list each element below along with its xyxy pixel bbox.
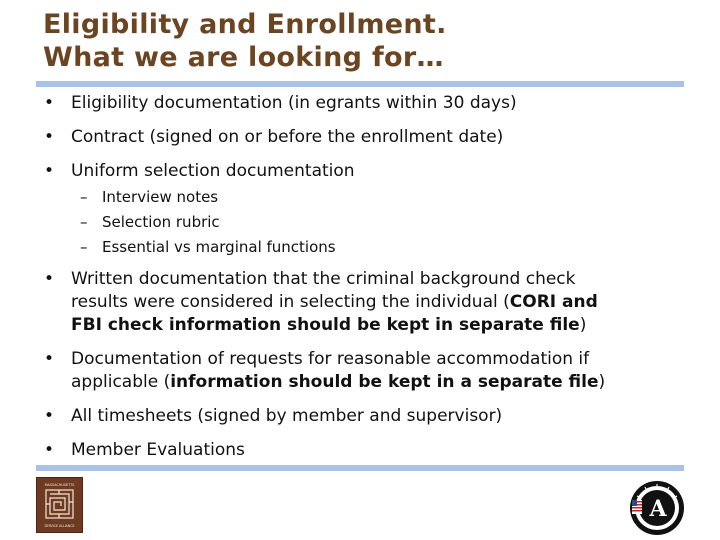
sub-bullet-text: Essential vs marginal functions <box>102 238 336 256</box>
bullet-text: Contract (signed on or before the enrollment date) <box>71 127 504 147</box>
bullet-text: Uniform selection documentation <box>71 161 355 181</box>
americorps-logo-icon <box>629 480 685 536</box>
bullet-background-check <box>44 268 684 337</box>
bullet-text-plain: applicable ( <box>71 372 171 392</box>
bullet-text-line-2 <box>71 291 684 314</box>
bullet-text-plain: ) <box>579 315 587 335</box>
logo-letter: A <box>649 496 667 522</box>
bullet-text-line-3 <box>71 314 684 337</box>
bullet-marker: • <box>44 440 55 460</box>
bullet-text-plain: ) <box>598 372 606 392</box>
sub-bullet-marker: – <box>80 213 88 231</box>
bullet-text: Member Evaluations <box>71 440 245 460</box>
bullet-text: All timesheets (signed by member and supervisor) <box>71 406 503 426</box>
sub-bullet-marker: – <box>80 188 88 206</box>
bullet-contract <box>44 126 684 149</box>
bullet-member-evaluations <box>44 439 684 462</box>
bullet-timesheets <box>44 405 684 428</box>
bullet-marker: • <box>44 406 55 426</box>
bullet-text-line-1: Documentation of requests for reasonable accommodation if <box>71 349 590 369</box>
sub-bullet-essential-functions <box>44 237 684 257</box>
bullet-text-line-2 <box>71 371 684 394</box>
title-line-1: Eligibility and Enrollment. <box>43 9 447 40</box>
bullet-text-bold: CORI and <box>509 292 598 312</box>
logo-top-text: MASSACHUSETTS <box>44 483 75 487</box>
bullet-marker: • <box>44 127 55 147</box>
bullet-uniform-selection <box>44 160 684 183</box>
bullet-list <box>44 92 684 462</box>
title-divider <box>36 81 684 87</box>
maze-logo-icon <box>36 477 83 533</box>
bullet-text-bold: FBI check information should be kept in separate file <box>71 315 580 335</box>
bullet-marker: • <box>44 269 55 289</box>
bullet-marker: • <box>44 349 55 369</box>
bullet-eligibility <box>44 92 684 115</box>
sub-bullet-interview-notes <box>44 187 684 207</box>
sub-bullet-text: Selection rubric <box>102 213 220 231</box>
sub-bullet-marker: – <box>80 238 88 256</box>
footer-divider <box>36 465 684 471</box>
bullet-text-bold: information should be kept in a separate file <box>170 372 599 392</box>
sub-bullet-selection-rubric <box>44 212 684 232</box>
bullet-text-plain: results were considered in selecting the individual ( <box>71 292 510 312</box>
bullet-marker: • <box>44 161 55 181</box>
bullet-text-line-1: Written documentation that the criminal background check <box>71 269 576 289</box>
bullet-accommodation <box>44 348 684 394</box>
slide-title <box>43 8 683 74</box>
logo-bottom-text: SERVICE ALLIANCE <box>44 524 75 528</box>
sub-bullet-text: Interview notes <box>102 188 219 206</box>
bullet-marker: • <box>44 93 55 113</box>
title-line-2: What we are looking for… <box>43 42 444 73</box>
bullet-text: Eligibility documentation (in egrants within 30 days) <box>71 93 517 113</box>
